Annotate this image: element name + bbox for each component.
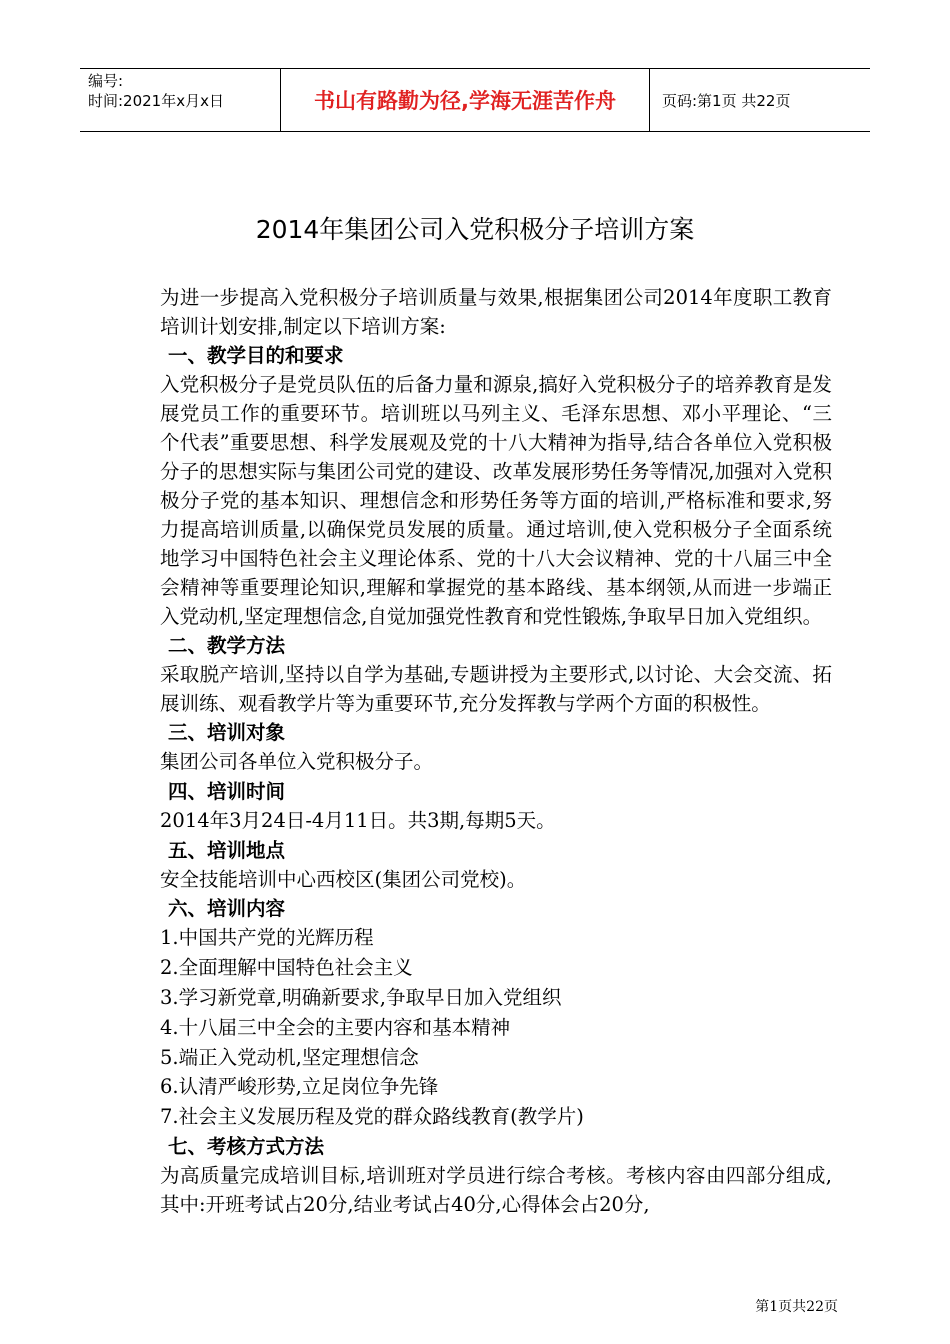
header-code: 编号: — [88, 72, 124, 90]
section-4-body: 2014年3月24日-4月11日。共3期,每期5天。 — [160, 808, 556, 832]
section-1-body: 入党积极分子是党员队伍的后备力量和源泉,搞好入党积极分子的培养教育是发展党员工作的重要环节。培训班以马列主义、毛泽东思想、邓小平理论、“三个代表”重要思想、科学发展观及党的十八大精神为指导,结合各单位入党积极分子的思想实际与集团公司党的建设、改革发展形势任务等情况,加强对入党积极分子党的基本知识、理想信念和形势任务等方面的培训,严格标准和要求,努力提高培训质量,以确保党员发展的质量。通过培训,使入党积极分子全面系统地学习中国特色社会主义理论体系、党的十八大会议精神、党的十八届三中全会精神等重要理论知识,理解和掌握党的基本路线、基本纲领,从而进一步端正入党动机,坚定理想信念,自觉加强党性教育和党性锻炼,争取早日加入党组织。 — [160, 373, 832, 628]
section-3-heading: 三、培训对象 — [168, 721, 286, 744]
list-item: 4.十八届三中全会的主要内容和基本精神 — [160, 1015, 511, 1039]
section-5-heading: 五、培训地点 — [168, 838, 286, 862]
document-title: 2014年集团公司入党积极分子培训方案 — [255, 215, 695, 244]
header-page: 页码:第1页 共22页 — [662, 91, 791, 110]
list-item: 3.学习新党章,明确新要求,争取早日加入党组织 — [160, 985, 562, 1009]
section-4-heading: 四、培训时间 — [168, 779, 286, 803]
section-2-heading: 二、教学方法 — [168, 634, 286, 657]
header-meta — [80, 69, 280, 131]
list-item: 6.认清严峻形势,立足岗位争先锋 — [160, 1075, 439, 1099]
header-motto: 书山有路勤为径,学海无涯苦作舟 — [280, 69, 650, 131]
intro-paragraph: 为进一步提高入党积极分子培训质量与效果,根据集团公司2014年度职工教育培训计划安排,制定以下培训方案: — [160, 286, 832, 338]
header-time: 时间:2021年x月x日 — [88, 92, 224, 110]
list-item: 7.社会主义发展历程及党的群众路线教育(教学片) — [160, 1105, 584, 1129]
section-2-body: 采取脱产培训,坚持以自学为基础,专题讲授为主要形式,以讨论、大会交流、拓展训练、观看教学片等为重要环节,充分发挥教与学两个方面的积极性。 — [160, 663, 832, 715]
section-6-heading: 六、培训内容 — [168, 897, 286, 921]
section-3-body: 集团公司各单位入党积极分子。 — [160, 750, 434, 773]
document-body — [160, 283, 832, 1219]
page-footer: 第1页共22页 — [755, 1299, 838, 1315]
section-7-body: 为高质量完成培训目标,培训班对学员进行综合考核。考核内容由四部分组成,其中:开班考试占20分,结业考试占40分,心得体会占20分, — [160, 1163, 832, 1216]
list-item: 1.中国共产党的光辉历程 — [160, 926, 374, 950]
section-7-heading: 七、考核方式方法 — [168, 1134, 325, 1158]
document-header — [80, 68, 870, 132]
section-1-heading: 一、教学目的和要求 — [168, 344, 344, 367]
list-item: 2.全面理解中国特色社会主义 — [160, 956, 413, 980]
list-item: 5.端正入党动机,坚定理想信念 — [160, 1045, 419, 1069]
section-5-body: 安全技能培训中心西校区(集团公司党校)。 — [160, 867, 527, 891]
